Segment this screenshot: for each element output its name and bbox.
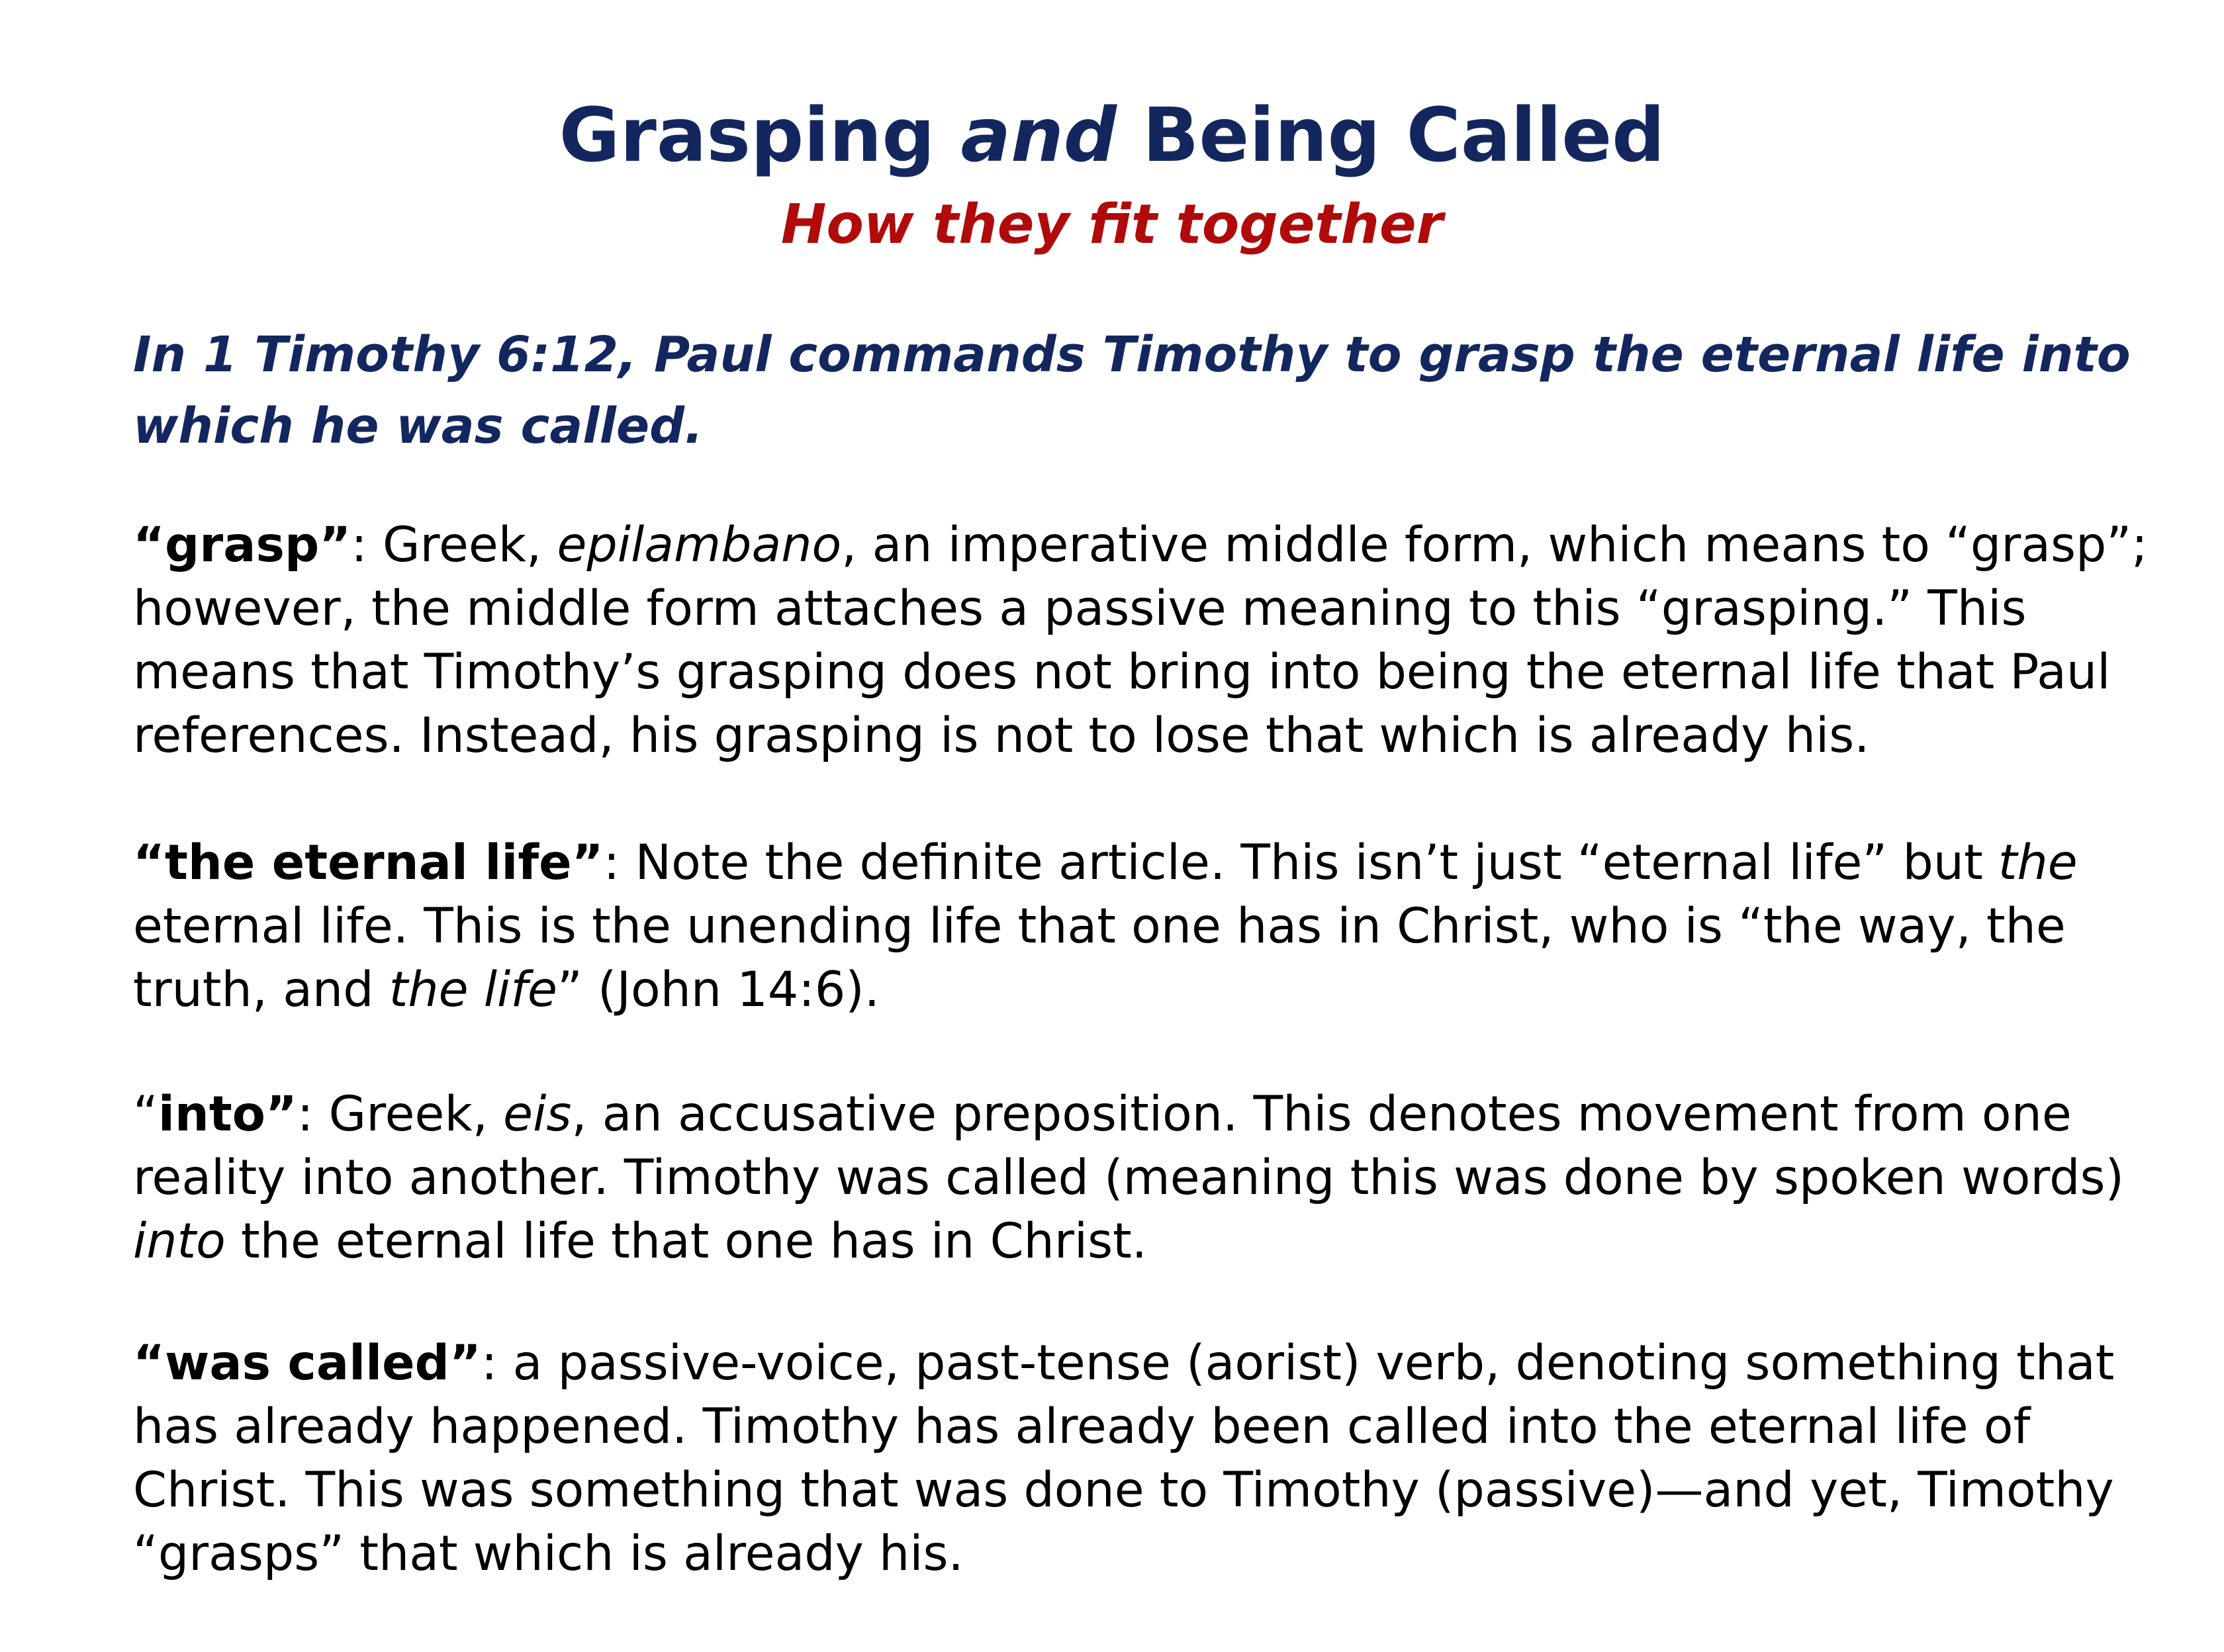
intro-statement: In 1 Timothy 6:12, Paul commands Timothy to grasp the eternal life into which he was called. xyxy=(133,326,2131,455)
emphasis-the: the xyxy=(1998,835,2078,891)
slide-title xyxy=(0,86,2224,185)
title-emphasis: and xyxy=(960,93,1117,179)
greek-word-eis: eis xyxy=(503,1086,572,1142)
called-text-1: : a passive-voice, past-tense (aorist) verb, denoting something that has already happened. Timothy has already been called into the eternal life of Christ. This was something that was done to Timothy (passive)—and yet, Timothy “grasps” that which is already his. xyxy=(133,1335,2115,1582)
term-into: into” xyxy=(158,1086,297,1142)
term-was-called: “was called” xyxy=(133,1335,481,1391)
eternal-text-1: : Note the definite article. This isn’t just “eternal life” but xyxy=(603,835,1998,891)
emphasis-the-life: the life xyxy=(389,962,557,1018)
grasp-text-2: , an imperative middle form, which means to “grasp”; however, the middle form attaches a passive meaning to this “grasping.” This means that Timothy’s grasping does not bring into being the eternal life that Paul references. Instead, his grasping is not to lose that which is already his. xyxy=(133,517,2148,764)
paragraph-into xyxy=(133,1083,2158,1273)
paragraph-grasp xyxy=(133,514,2158,768)
into-text-3: the eternal life that one has in Christ. xyxy=(225,1213,1147,1269)
title-text-2: Being Called xyxy=(1117,93,1665,179)
title-text-1: Grasping xyxy=(559,93,961,179)
into-text-2: , an accusative preposition. This denotes movement from one reality into another. Timothy was called (meaning this was done by spoken words) xyxy=(133,1086,2124,1206)
paragraph-eternal-life xyxy=(133,831,2158,1022)
grasp-text-1: : Greek, xyxy=(351,517,557,573)
term-eternal-life: “the eternal life” xyxy=(133,835,604,891)
slide-subtitle: How they fit together xyxy=(780,193,1444,256)
eternal-text-3: ” (John 14:6). xyxy=(557,962,880,1018)
paragraph-was-called xyxy=(133,1332,2158,1586)
into-open-quote: “ xyxy=(133,1086,158,1142)
eternal-text-2: eternal life. This is the unending life that one has in Christ, who is “the way, the truth, and xyxy=(133,898,2066,1018)
greek-word-epilambano: epilambano xyxy=(557,517,842,573)
into-text-1: : Greek, xyxy=(297,1086,504,1142)
term-grasp: “grasp” xyxy=(133,517,351,573)
emphasis-into: into xyxy=(133,1213,226,1269)
